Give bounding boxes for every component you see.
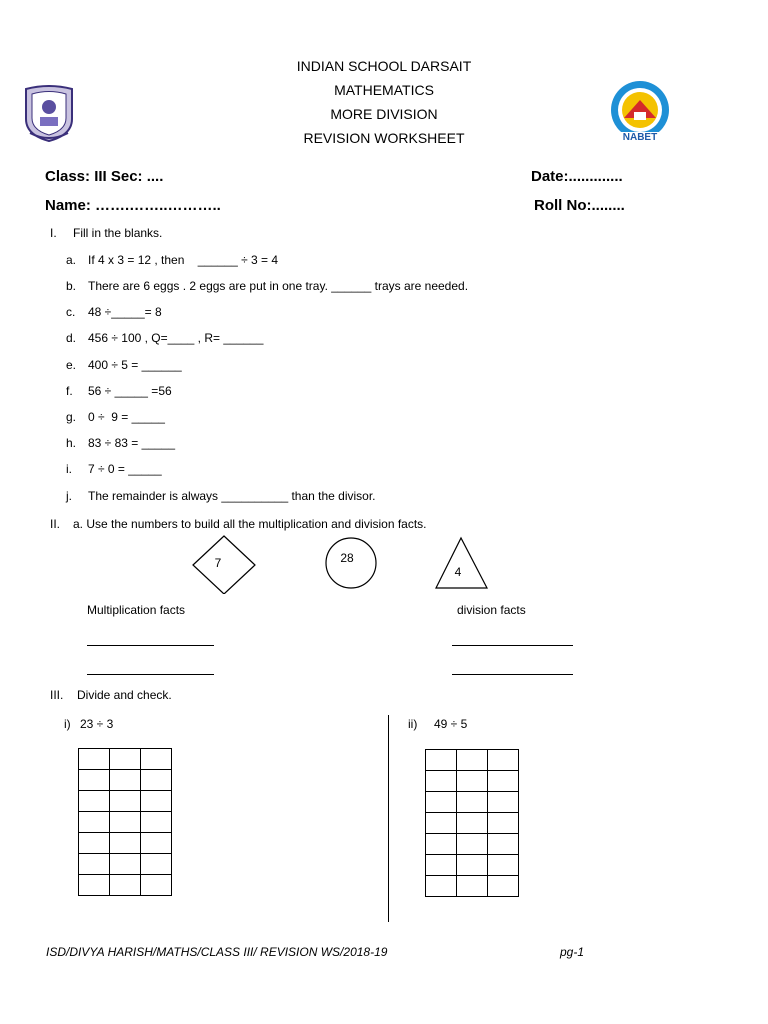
section-1-title: Fill in the blanks. xyxy=(73,226,163,240)
mult-answer-line xyxy=(87,645,214,646)
item-letter: f. xyxy=(66,384,73,398)
diamond-value: 7 xyxy=(214,556,222,570)
problem-2-label: ii) xyxy=(408,717,418,731)
list-item: The remainder is always __________ than the divisor. xyxy=(88,489,376,503)
footer-credit: ISD/DIVYA HARISH/MATHS/CLASS III/ REVISION WS/2018-19 xyxy=(46,945,388,959)
multiplication-facts-label: Multiplication facts xyxy=(87,603,186,617)
item-letter: h. xyxy=(66,436,77,450)
list-item: 56 ÷ _____ =56 xyxy=(88,384,172,398)
topic-title: MORE DIVISION xyxy=(330,106,438,122)
item-letter: g. xyxy=(66,410,77,424)
roll-number-field: Roll No:........ xyxy=(534,197,625,214)
list-item: There are 6 eggs . 2 eggs are put in one tray. ______ trays are needed. xyxy=(88,279,469,293)
item-letter: i. xyxy=(66,462,72,476)
list-item: 83 ÷ 83 = _____ xyxy=(88,436,175,450)
list-item: 0 ÷ 9 = _____ xyxy=(88,410,165,424)
list-item: 456 ÷ 100 , Q=____ , R= ______ xyxy=(88,331,264,345)
class-section-field: Class: III Sec: .... xyxy=(45,168,164,185)
list-item: 400 ÷ 5 = ______ xyxy=(88,358,182,372)
div-answer-line xyxy=(452,645,573,646)
triangle-shape xyxy=(436,538,487,588)
list-item: 48 ÷_____= 8 xyxy=(88,305,162,319)
list-item: If 4 x 3 = 12 , then ______ ÷ 3 = 4 xyxy=(88,253,279,267)
section-1-number: I. xyxy=(50,226,57,240)
problem-1-label: i) xyxy=(64,717,71,731)
name-field: Name: …….……..……….. xyxy=(45,197,221,214)
work-grid-2 xyxy=(425,749,519,897)
item-letter: j. xyxy=(66,489,72,503)
section-2-number: II. xyxy=(50,517,61,531)
nabet-logo-label: NABET xyxy=(622,132,658,143)
mult-answer-line xyxy=(87,674,214,675)
section-3-title: Divide and check. xyxy=(77,688,172,702)
work-grid-1 xyxy=(78,748,172,896)
column-divider xyxy=(388,715,389,922)
triangle-value: 4 xyxy=(454,565,462,579)
division-facts-label: division facts xyxy=(457,603,526,617)
section-3-number: III. xyxy=(50,688,64,702)
circle-value: 28 xyxy=(340,551,354,565)
item-letter: b. xyxy=(66,279,77,293)
div-answer-line xyxy=(452,674,573,675)
problem-2-expression: 49 ÷ 5 xyxy=(434,717,468,731)
section-2-instruction: a. Use the numbers to build all the multiplication and division facts. xyxy=(73,517,427,531)
subject-title: MATHEMATICS xyxy=(334,82,434,98)
problem-1-expression: 23 ÷ 3 xyxy=(80,717,114,731)
worksheet-title: REVISION WORKSHEET xyxy=(303,130,465,146)
list-item: 7 ÷ 0 = _____ xyxy=(88,462,162,476)
page-number: pg-1 xyxy=(560,945,585,959)
item-letter: d. xyxy=(66,331,77,345)
school-name: INDIAN SCHOOL DARSAIT xyxy=(296,58,472,74)
date-field: Date:............. xyxy=(531,168,623,185)
item-letter: c. xyxy=(66,305,76,319)
item-letter: a. xyxy=(66,253,77,267)
item-letter: e. xyxy=(66,358,77,372)
